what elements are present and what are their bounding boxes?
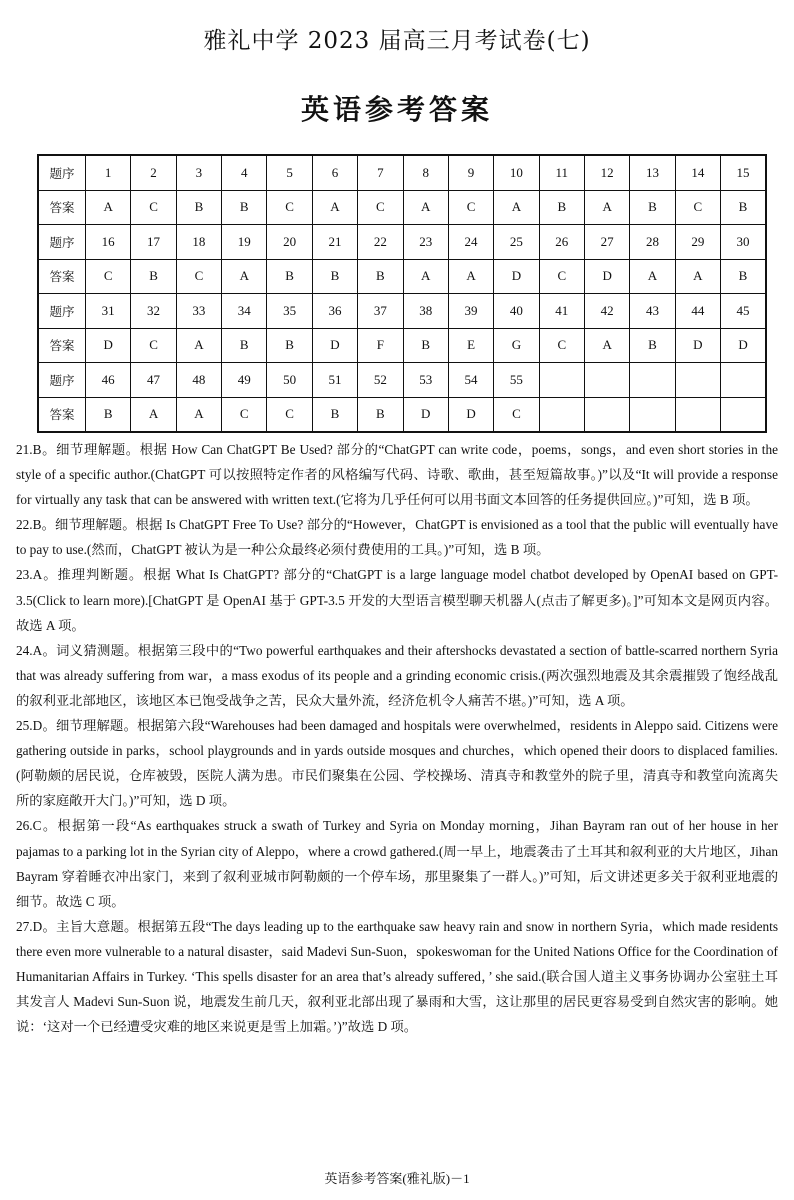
explanation-24: 24.A。词义猜测题。根据第三段中的“Two powerful earthquakes and their aftershocks devastated a section of battle-scarred northern Syria that was already suffering from war，a mass exodus of its people and a grinding economic crisis.(两次强烈地震及其余震摧毁了饱经战乱的叙利亚北部地区，该地区本已饱受战争之苦，民众大量外流，经济危机令人痛苦不堪。)”可知，选 A 项。: [16, 642, 778, 708]
question-number-cell: 51: [312, 363, 357, 398]
answer-cell: B: [721, 190, 766, 225]
question-number-row: [38, 294, 766, 329]
answer-cell: B: [267, 259, 312, 294]
question-number-cell: 16: [86, 225, 131, 260]
answer-row: [38, 259, 766, 294]
answer-cell: C: [358, 190, 403, 225]
answer-cell: B: [131, 259, 176, 294]
answer-cell: B: [312, 397, 357, 432]
question-number-cell: 26: [539, 225, 584, 260]
question-number-cell: 9: [448, 155, 493, 190]
answer-cell: C: [494, 397, 539, 432]
answer-cell: B: [403, 328, 448, 363]
question-number-cell: 5: [267, 155, 312, 190]
question-number-row: [38, 155, 766, 190]
explanation-26: 26.C。根据第一段“As earthquakes struck a swath of Turkey and Syria on Monday morning，Jihan Bayram ran out of her house in her pajamas to a parking lot in the Syrian city of Aleppo，where a crowd gathered.(周一早上，地震袭击了土耳其和叙利亚的大片地区，Jihan Bayram 穿着睡衣冲出家门，来到了叙利亚城市阿勒颇的一个停车场，那里聚集了一群人。)”可知，后文讲述更多关于叙利亚地震的细节。故选 C 项。: [16, 818, 778, 909]
answer-cell: D: [675, 328, 720, 363]
question-number-cell: 11: [539, 155, 584, 190]
answer-row: [38, 190, 766, 225]
row-label: 题序: [38, 155, 86, 190]
answer-cell: B: [630, 328, 675, 363]
answer-cell: A: [86, 190, 131, 225]
question-number-cell: 8: [403, 155, 448, 190]
question-number-cell: 23: [403, 225, 448, 260]
answer-cell: A: [131, 397, 176, 432]
answer-cell: D: [721, 328, 766, 363]
question-number-cell: 46: [86, 363, 131, 398]
answer-cell: G: [494, 328, 539, 363]
question-number-cell: 19: [222, 225, 267, 260]
answer-cell: C: [176, 259, 221, 294]
explanation-23: 23.A。推理判断题。根据 What Is ChatGPT? 部分的“ChatGPT is a large language model chatbot developed by OpenAI based on GPT-3.5(Click to learn more).[ChatGPT 是 OpenAI 基于 GPT-3.5 开发的大型语言模型聊天机器人(点击了解更多)。]”可知本文是网页内容。故选 A 项。: [16, 567, 778, 633]
question-number-cell: 2: [131, 155, 176, 190]
question-number-cell: 49: [222, 363, 267, 398]
answer-cell: A: [222, 259, 267, 294]
answer-cell: A: [675, 259, 720, 294]
answer-cell: A: [448, 259, 493, 294]
question-number-cell: 12: [584, 155, 629, 190]
question-number-cell: 54: [448, 363, 493, 398]
explanation-25: 25.D。细节理解题。根据第六段“Warehouses had been damaged and hospitals were overwhelmed，residents in Aleppo said. Citizens were gathering outside in parks，school playgrounds and in yards outside mosques and churches，which opened their doors to displaced families.(阿勒颇的居民说，仓库被毁，医院人满为患。市民们聚集在公园、学校操场、清真寺和教堂外的院子里，清真寺和教堂向流离失所的家庭敞开大门。)”可知，选 D 项。: [16, 718, 778, 809]
answer-cell: A: [176, 397, 221, 432]
answer-cell: C: [267, 397, 312, 432]
question-number-cell: 37: [358, 294, 403, 329]
question-number-cell: 17: [131, 225, 176, 260]
question-number-cell: 33: [176, 294, 221, 329]
row-label: 题序: [38, 363, 86, 398]
answer-cell: B: [539, 190, 584, 225]
question-number-cell: 24: [448, 225, 493, 260]
answer-cell: B: [176, 190, 221, 225]
answer-cell: C: [267, 190, 312, 225]
answer-table: [37, 154, 767, 433]
question-number-cell: 43: [630, 294, 675, 329]
row-label: 答案: [38, 259, 86, 294]
answer-cell: B: [630, 190, 675, 225]
question-number-cell: 1: [86, 155, 131, 190]
answer-cell: C: [448, 190, 493, 225]
question-number-cell: 22: [358, 225, 403, 260]
answer-cell: A: [584, 328, 629, 363]
question-number-cell: [630, 363, 675, 398]
question-number-cell: [675, 363, 720, 398]
answer-row: [38, 328, 766, 363]
answer-cell: B: [267, 328, 312, 363]
answer-cell: F: [358, 328, 403, 363]
question-number-cell: 38: [403, 294, 448, 329]
question-number-cell: 13: [630, 155, 675, 190]
question-number-cell: 32: [131, 294, 176, 329]
question-number-cell: 4: [222, 155, 267, 190]
answer-cell: B: [721, 259, 766, 294]
answer-cell: B: [86, 397, 131, 432]
question-number-cell: 15: [721, 155, 766, 190]
explanation-22: 22.B。细节理解题。根据 Is ChatGPT Free To Use? 部分的“However，ChatGPT is envisioned as a tool that the public will eventually have to pay to use.(然而，ChatGPT 被认为是一种公众最终必须付费使用的工具。)”可知，选 B 项。: [16, 517, 778, 558]
explanation-27: 27.D。主旨大意题。根据第五段“The days leading up to the earthquake saw heavy rain and snow in northern Syria，which made residents there even more vulnerable to a natural disaster，said Madevi Sun-Suon，spokeswoman for the United Nations Office for the Coordination of Humanitarian Affairs in Turkey. ‘This spells disaster for an area that’s already suffered，’ she said.(联合国人道主义事务协调办公室驻土耳其发言人 Madevi Sun-Suon 说，地震发生前几天，叙利亚北部出现了暴雨和大雪，这让那里的居民更容易受到自然灾害的影响。她说：‘这对一个已经遭受灾难的地区来说更是雪上加霜。’)”故选 D 项。: [16, 918, 778, 1035]
answer-cell: B: [312, 259, 357, 294]
question-number-row: [38, 225, 766, 260]
question-number-cell: 6: [312, 155, 357, 190]
question-number-cell: 50: [267, 363, 312, 398]
question-number-cell: 42: [584, 294, 629, 329]
page-footer: 英语参考答案(雅礼版)－1: [324, 1171, 470, 1186]
question-number-cell: 27: [584, 225, 629, 260]
question-number-cell: 47: [131, 363, 176, 398]
answer-cell: D: [312, 328, 357, 363]
question-number-cell: 34: [222, 294, 267, 329]
answer-cell: [721, 397, 766, 432]
answer-cell: D: [403, 397, 448, 432]
question-number-cell: 25: [494, 225, 539, 260]
answer-cell: A: [630, 259, 675, 294]
answer-cell: C: [131, 190, 176, 225]
answer-row: [38, 397, 766, 432]
answer-cell: E: [448, 328, 493, 363]
question-number-cell: 55: [494, 363, 539, 398]
answer-cell: [675, 397, 720, 432]
question-number-cell: 45: [721, 294, 766, 329]
question-number-cell: 35: [267, 294, 312, 329]
answer-cell: B: [222, 328, 267, 363]
question-number-cell: 10: [494, 155, 539, 190]
explanations: [16, 437, 778, 1039]
answer-cell: A: [584, 190, 629, 225]
document-title: 英语参考答案: [300, 93, 493, 126]
answer-cell: [584, 397, 629, 432]
question-number-cell: 53: [403, 363, 448, 398]
question-number-cell: [584, 363, 629, 398]
question-number-cell: 39: [448, 294, 493, 329]
answer-cell: B: [222, 190, 267, 225]
question-number-cell: [539, 363, 584, 398]
answer-cell: A: [403, 259, 448, 294]
answer-cell: C: [86, 259, 131, 294]
question-number-cell: 14: [675, 155, 720, 190]
answer-cell: C: [539, 328, 584, 363]
question-number-row: [38, 363, 766, 398]
question-number-cell: 52: [358, 363, 403, 398]
answer-cell: D: [448, 397, 493, 432]
answer-cell: A: [494, 190, 539, 225]
question-number-cell: 7: [358, 155, 403, 190]
answer-cell: D: [584, 259, 629, 294]
question-number-cell: 36: [312, 294, 357, 329]
answer-cell: C: [539, 259, 584, 294]
answer-cell: B: [358, 397, 403, 432]
question-number-cell: 3: [176, 155, 221, 190]
question-number-cell: 30: [721, 225, 766, 260]
question-number-cell: 48: [176, 363, 221, 398]
row-label: 题序: [38, 294, 86, 329]
answer-cell: A: [403, 190, 448, 225]
question-number-cell: 40: [494, 294, 539, 329]
question-number-cell: 31: [86, 294, 131, 329]
explanation-21: 21.B。细节理解题。根据 How Can ChatGPT Be Used? 部分的“ChatGPT can write code，poems，songs，and even short stories in the style of a specific author.(ChatGPT 可以按照特定作者的风格编写代码、诗歌、歌曲，甚至短篇故事。)”以及“It will provide a response for virtually any task that can be answered with written text.(它将为几乎任何可以用书面文本回答的任务提供回应。)”可知，选 B 项。: [16, 442, 778, 508]
question-number-cell: 41: [539, 294, 584, 329]
question-number-cell: 28: [630, 225, 675, 260]
row-label: 答案: [38, 190, 86, 225]
row-label: 答案: [38, 328, 86, 363]
answer-cell: C: [675, 190, 720, 225]
answer-cell: C: [131, 328, 176, 363]
question-number-cell: [721, 363, 766, 398]
answer-cell: A: [312, 190, 357, 225]
question-number-cell: 44: [675, 294, 720, 329]
answer-cell: A: [176, 328, 221, 363]
row-label: 题序: [38, 225, 86, 260]
answer-cell: [539, 397, 584, 432]
exam-title: 雅礼中学 2023 届高三月考试卷(七): [203, 28, 591, 54]
answer-cell: D: [86, 328, 131, 363]
answer-cell: [630, 397, 675, 432]
question-number-cell: 21: [312, 225, 357, 260]
answer-cell: D: [494, 259, 539, 294]
answer-cell: B: [358, 259, 403, 294]
row-label: 答案: [38, 397, 86, 432]
answer-cell: C: [222, 397, 267, 432]
question-number-cell: 20: [267, 225, 312, 260]
question-number-cell: 29: [675, 225, 720, 260]
question-number-cell: 18: [176, 225, 221, 260]
